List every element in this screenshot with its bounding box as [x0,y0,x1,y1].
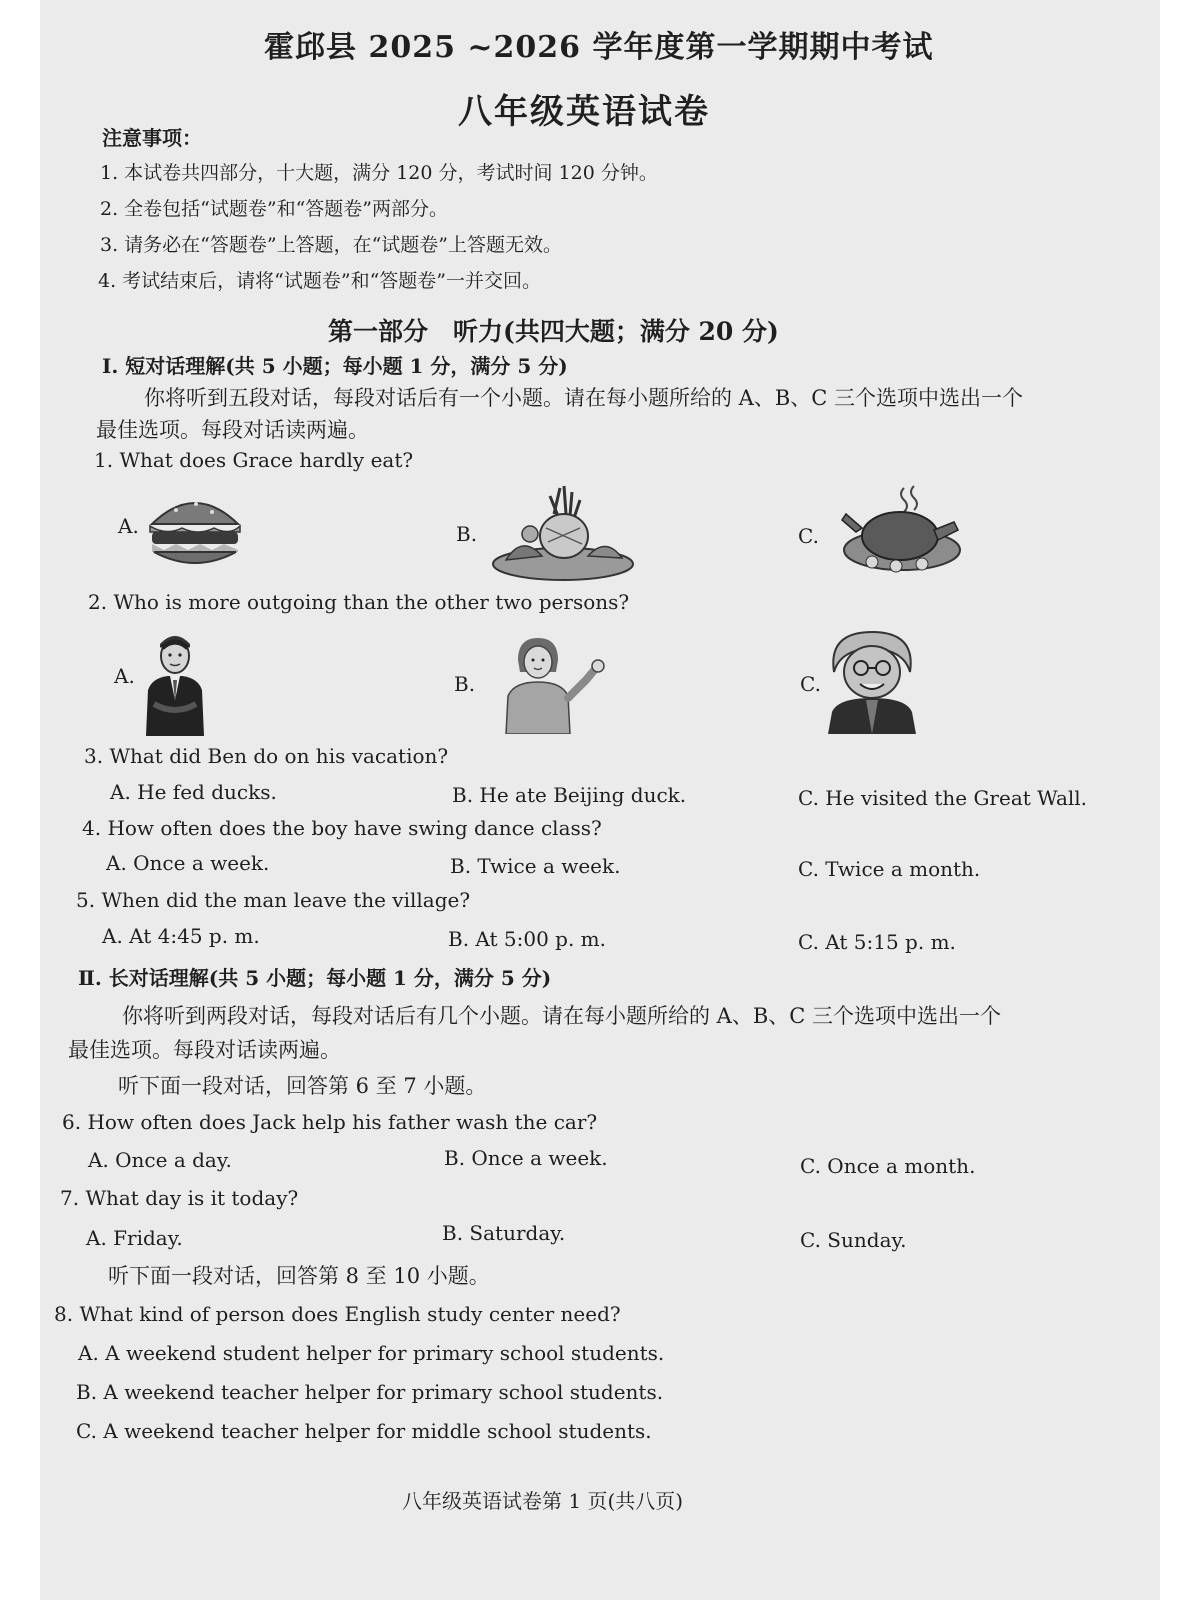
section-instructions: 最佳选项。每段对话读两遍。 [96,418,369,442]
option-label: C. [800,672,821,696]
answer-option: C. He visited the Great Wall. [798,786,1088,810]
answer-option: B. At 5:00 p. m. [448,927,607,951]
notice-heading: 注意事项： [102,126,202,150]
answer-option: B. Once a week. [444,1146,608,1170]
question-text: 3. What did Ben do on his vacation? [84,744,449,768]
answer-option: C. Sunday. [800,1228,907,1252]
section-instructions: 你将听到五段对话，每段对话后有一个小题。请在每小题所给的 A、B、C 三个选项中选出一个 [144,386,1024,410]
exam-title: 霍邱县 2025 ~2026 学年度第一学期期中考试 [264,30,934,65]
section-title: Ⅱ. 长对话理解(共 5 小题；每小题 1 分，满分 5 分) [78,966,552,990]
question-text: 4. How often does the boy have swing dance class? [82,816,602,840]
notice-item: 2. 全卷包括“试题卷”和“答题卷”两部分。 [100,198,449,220]
answer-option: A. Once a day. [88,1148,232,1172]
dialogue-instruction: 听下面一段对话，回答第 8 至 10 小题。 [108,1264,490,1288]
answer-option: C. Twice a month. [798,857,981,881]
hamburger-picture [146,488,244,572]
paper-title: 八年级英语试卷 [458,92,710,132]
question-text: 7. What day is it today? [60,1186,299,1210]
question-text: 1. What does Grace hardly eat? [94,448,414,472]
answer-option: B. Saturday. [442,1221,566,1245]
waving-woman-picture [492,634,612,734]
answer-option: B. Twice a week. [450,854,621,878]
answer-option: C. A weekend teacher helper for middle school students. [76,1419,652,1443]
answer-option: B. He ate Beijing duck. [452,783,687,807]
question-text: 6. How often does Jack help his father wash the car? [62,1110,598,1134]
answer-option: A. He fed ducks. [110,780,277,804]
option-label: A. [118,514,139,538]
fruit-plate-picture [488,484,638,584]
option-label: C. [798,524,819,548]
option-label: B. [456,522,478,546]
section-instructions: 最佳选项。每段对话读两遍。 [68,1038,341,1062]
question-text: 8. What kind of person does English study center need? [54,1302,621,1326]
option-label: B. [454,672,476,696]
section-instructions: 你将听到两段对话，每段对话后有几个小题。请在每小题所给的 A、B、C 三个选项中选出一个 [122,1004,1002,1028]
old-woman-picture [824,628,920,734]
dialogue-instruction: 听下面一段对话，回答第 6 至 7 小题。 [118,1074,487,1098]
notice-item: 3. 请务必在“答题卷”上答题，在“试题卷”上答题无效。 [100,234,563,256]
man-in-suit-picture [140,630,210,740]
option-label: A. [114,664,135,688]
page-footer: 八年级英语试卷第 1 页(共八页) [402,1489,684,1513]
exam-page [40,0,1160,1600]
part-title: 第一部分 听力(共四大题；满分 20 分) [328,317,779,346]
question-text: 2. Who is more outgoing than the other two persons? [88,590,630,614]
notice-item: 1. 本试卷共四部分，十大题，满分 120 分，考试时间 120 分钟。 [100,162,658,184]
answer-option: B. A weekend teacher helper for primary school students. [76,1380,664,1404]
notice-item: 4. 考试结束后，请将“试题卷”和“答题卷”一并交回。 [98,270,542,292]
answer-option: A. Once a week. [106,851,270,875]
answer-option: A. Friday. [86,1226,183,1250]
question-text: 5. When did the man leave the village? [76,888,471,912]
roast-chicken-picture [838,484,968,580]
section-title: Ⅰ. 短对话理解(共 5 小题；每小题 1 分，满分 5 分) [102,354,568,378]
answer-option: A. A weekend student helper for primary school students. [78,1341,665,1365]
answer-option: A. At 4:45 p. m. [102,924,260,948]
answer-option: C. Once a month. [800,1154,976,1178]
answer-option: C. At 5:15 p. m. [798,930,956,954]
